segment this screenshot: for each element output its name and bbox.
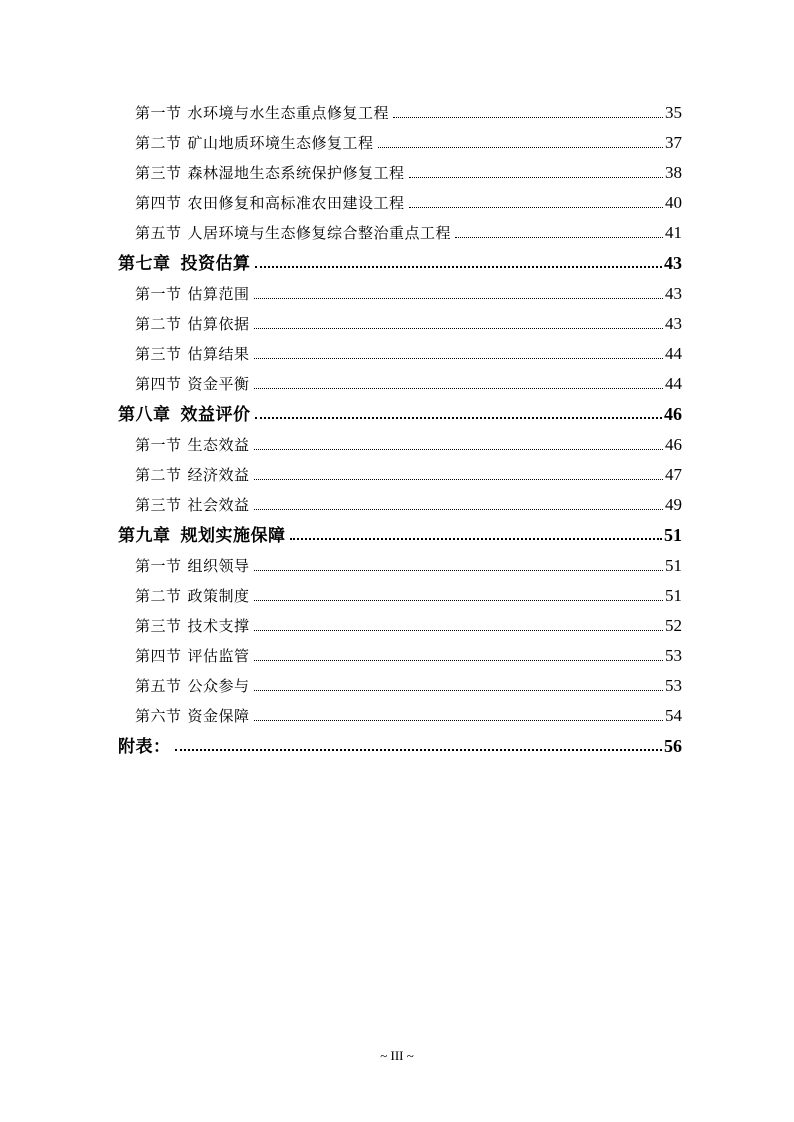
toc-entry-number: 第三节 — [135, 345, 182, 363]
toc-section-entry[interactable] — [118, 636, 682, 666]
toc-entry-page-number: 43 — [664, 253, 682, 273]
dot-leader — [254, 449, 663, 450]
toc-entry-title: 资金保障 — [187, 707, 250, 725]
toc-entry-number: 第一节 — [135, 557, 182, 575]
toc-chapter-entry[interactable] — [118, 515, 682, 546]
toc-entry-number: 第三节 — [135, 164, 182, 182]
toc-entry-page-number: 47 — [665, 465, 682, 484]
toc-entry-title: 生态效益 — [187, 436, 250, 454]
toc-entry-page-number: 56 — [664, 736, 682, 756]
toc-entry-page-number: 44 — [665, 344, 682, 363]
dot-leader — [254, 328, 663, 329]
toc-entry-page-number: 49 — [665, 495, 682, 514]
toc-entry-page-number: 51 — [665, 556, 682, 575]
toc-section-entry[interactable] — [118, 455, 682, 485]
dot-leader — [290, 538, 663, 540]
toc-entry-title: 矿山地质环境生态修复工程 — [187, 134, 374, 152]
toc-entry-number: 第二节 — [135, 315, 182, 333]
toc-entry-title: 经济效益 — [187, 466, 250, 484]
toc-section-entry[interactable] — [118, 123, 682, 153]
toc-entry-page-number: 53 — [665, 676, 682, 695]
toc-entry-page-number: 43 — [665, 284, 682, 303]
toc-entry-page-number: 46 — [664, 404, 682, 424]
toc-section-entry[interactable] — [118, 696, 682, 726]
toc-section-entry[interactable] — [118, 666, 682, 696]
toc-entry-number: 第一节 — [135, 285, 182, 303]
toc-entry-page-number: 40 — [665, 193, 682, 212]
toc-section-entry[interactable] — [118, 334, 682, 364]
toc-entry-page-number: 54 — [665, 706, 682, 725]
dot-leader — [255, 417, 663, 419]
toc-entry-title: 投资估算 — [180, 254, 251, 274]
toc-entry-page-number: 44 — [665, 374, 682, 393]
page-number: ~ III ~ — [380, 1048, 414, 1063]
toc-entry-title: 政策制度 — [187, 587, 250, 605]
dot-leader — [409, 177, 663, 178]
dot-leader — [393, 117, 663, 118]
toc-entry-number: 第三节 — [135, 496, 182, 514]
toc-entry-page-number: 43 — [665, 314, 682, 333]
toc-entry-number: 第七章 — [118, 254, 171, 274]
toc-section-entry[interactable] — [118, 425, 682, 455]
dot-leader — [378, 147, 663, 148]
toc-entry-number: 第五节 — [135, 224, 182, 242]
toc-chapter-entry[interactable] — [118, 726, 682, 757]
toc-section-entry[interactable] — [118, 546, 682, 576]
toc-entry-number: 第九章 — [118, 526, 171, 546]
dot-leader — [254, 720, 663, 721]
toc-entry-number: 第四节 — [135, 647, 182, 665]
toc-section-entry[interactable] — [118, 183, 682, 213]
toc-section-entry[interactable] — [118, 304, 682, 334]
toc-entry-page-number: 41 — [665, 223, 682, 242]
toc-section-entry[interactable] — [118, 93, 682, 123]
toc-entry-title: 评估监管 — [187, 647, 250, 665]
toc-entry-page-number: 46 — [665, 435, 682, 454]
dot-leader — [254, 660, 663, 661]
toc-section-entry[interactable] — [118, 485, 682, 515]
toc-section-entry[interactable] — [118, 213, 682, 243]
table-of-contents — [118, 93, 682, 757]
toc-entry-number: 第一节 — [135, 436, 182, 454]
toc-entry-number: 第二节 — [135, 587, 182, 605]
toc-entry-title: 附表： — [118, 737, 171, 757]
dot-leader — [455, 237, 663, 238]
toc-section-entry[interactable] — [118, 576, 682, 606]
toc-entry-title: 社会效益 — [187, 496, 250, 514]
dot-leader — [254, 298, 663, 299]
toc-entry-number: 第八章 — [118, 405, 171, 425]
toc-entry-title: 农田修复和高标准农田建设工程 — [187, 194, 405, 212]
dot-leader — [254, 509, 663, 510]
dot-leader — [254, 630, 663, 631]
dot-leader — [255, 266, 663, 268]
dot-leader — [254, 479, 663, 480]
toc-entry-page-number: 37 — [665, 133, 682, 152]
toc-entry-title: 水环境与水生态重点修复工程 — [187, 104, 390, 122]
toc-entry-title: 组织领导 — [187, 557, 250, 575]
dot-leader — [254, 570, 663, 571]
toc-section-entry[interactable] — [118, 274, 682, 304]
toc-entry-page-number: 51 — [665, 586, 682, 605]
toc-entry-title: 森林湿地生态系统保护修复工程 — [187, 164, 405, 182]
toc-entry-number: 第四节 — [135, 194, 182, 212]
toc-section-entry[interactable] — [118, 606, 682, 636]
toc-chapter-entry[interactable] — [118, 394, 682, 425]
toc-entry-title: 资金平衡 — [187, 375, 250, 393]
dot-leader — [254, 358, 663, 359]
toc-entry-title: 效益评价 — [180, 405, 251, 425]
toc-entry-title: 技术支撑 — [187, 617, 250, 635]
toc-entry-page-number: 53 — [665, 646, 682, 665]
toc-entry-number: 第五节 — [135, 677, 182, 695]
dot-leader — [409, 207, 663, 208]
dot-leader — [254, 600, 663, 601]
toc-entry-title: 估算结果 — [187, 345, 250, 363]
toc-section-entry[interactable] — [118, 153, 682, 183]
toc-section-entry[interactable] — [118, 364, 682, 394]
toc-entry-number: 第二节 — [135, 134, 182, 152]
dot-leader — [175, 749, 663, 751]
toc-entry-number: 第二节 — [135, 466, 182, 484]
toc-chapter-entry[interactable] — [118, 243, 682, 274]
toc-entry-number: 第三节 — [135, 617, 182, 635]
toc-entry-number: 第一节 — [135, 104, 182, 122]
toc-entry-number: 第四节 — [135, 375, 182, 393]
toc-entry-title: 公众参与 — [187, 677, 250, 695]
toc-entry-number: 第六节 — [135, 707, 182, 725]
toc-entry-title: 人居环境与生态修复综合整治重点工程 — [187, 224, 452, 242]
toc-entry-title: 规划实施保障 — [180, 526, 286, 546]
toc-entry-title: 估算范围 — [187, 285, 250, 303]
toc-entry-page-number: 35 — [665, 103, 682, 122]
toc-entry-page-number: 51 — [664, 525, 682, 545]
toc-entry-title: 估算依据 — [187, 315, 250, 333]
dot-leader — [254, 690, 663, 691]
toc-entry-page-number: 38 — [665, 163, 682, 182]
toc-entry-page-number: 52 — [665, 616, 682, 635]
dot-leader — [254, 388, 663, 389]
